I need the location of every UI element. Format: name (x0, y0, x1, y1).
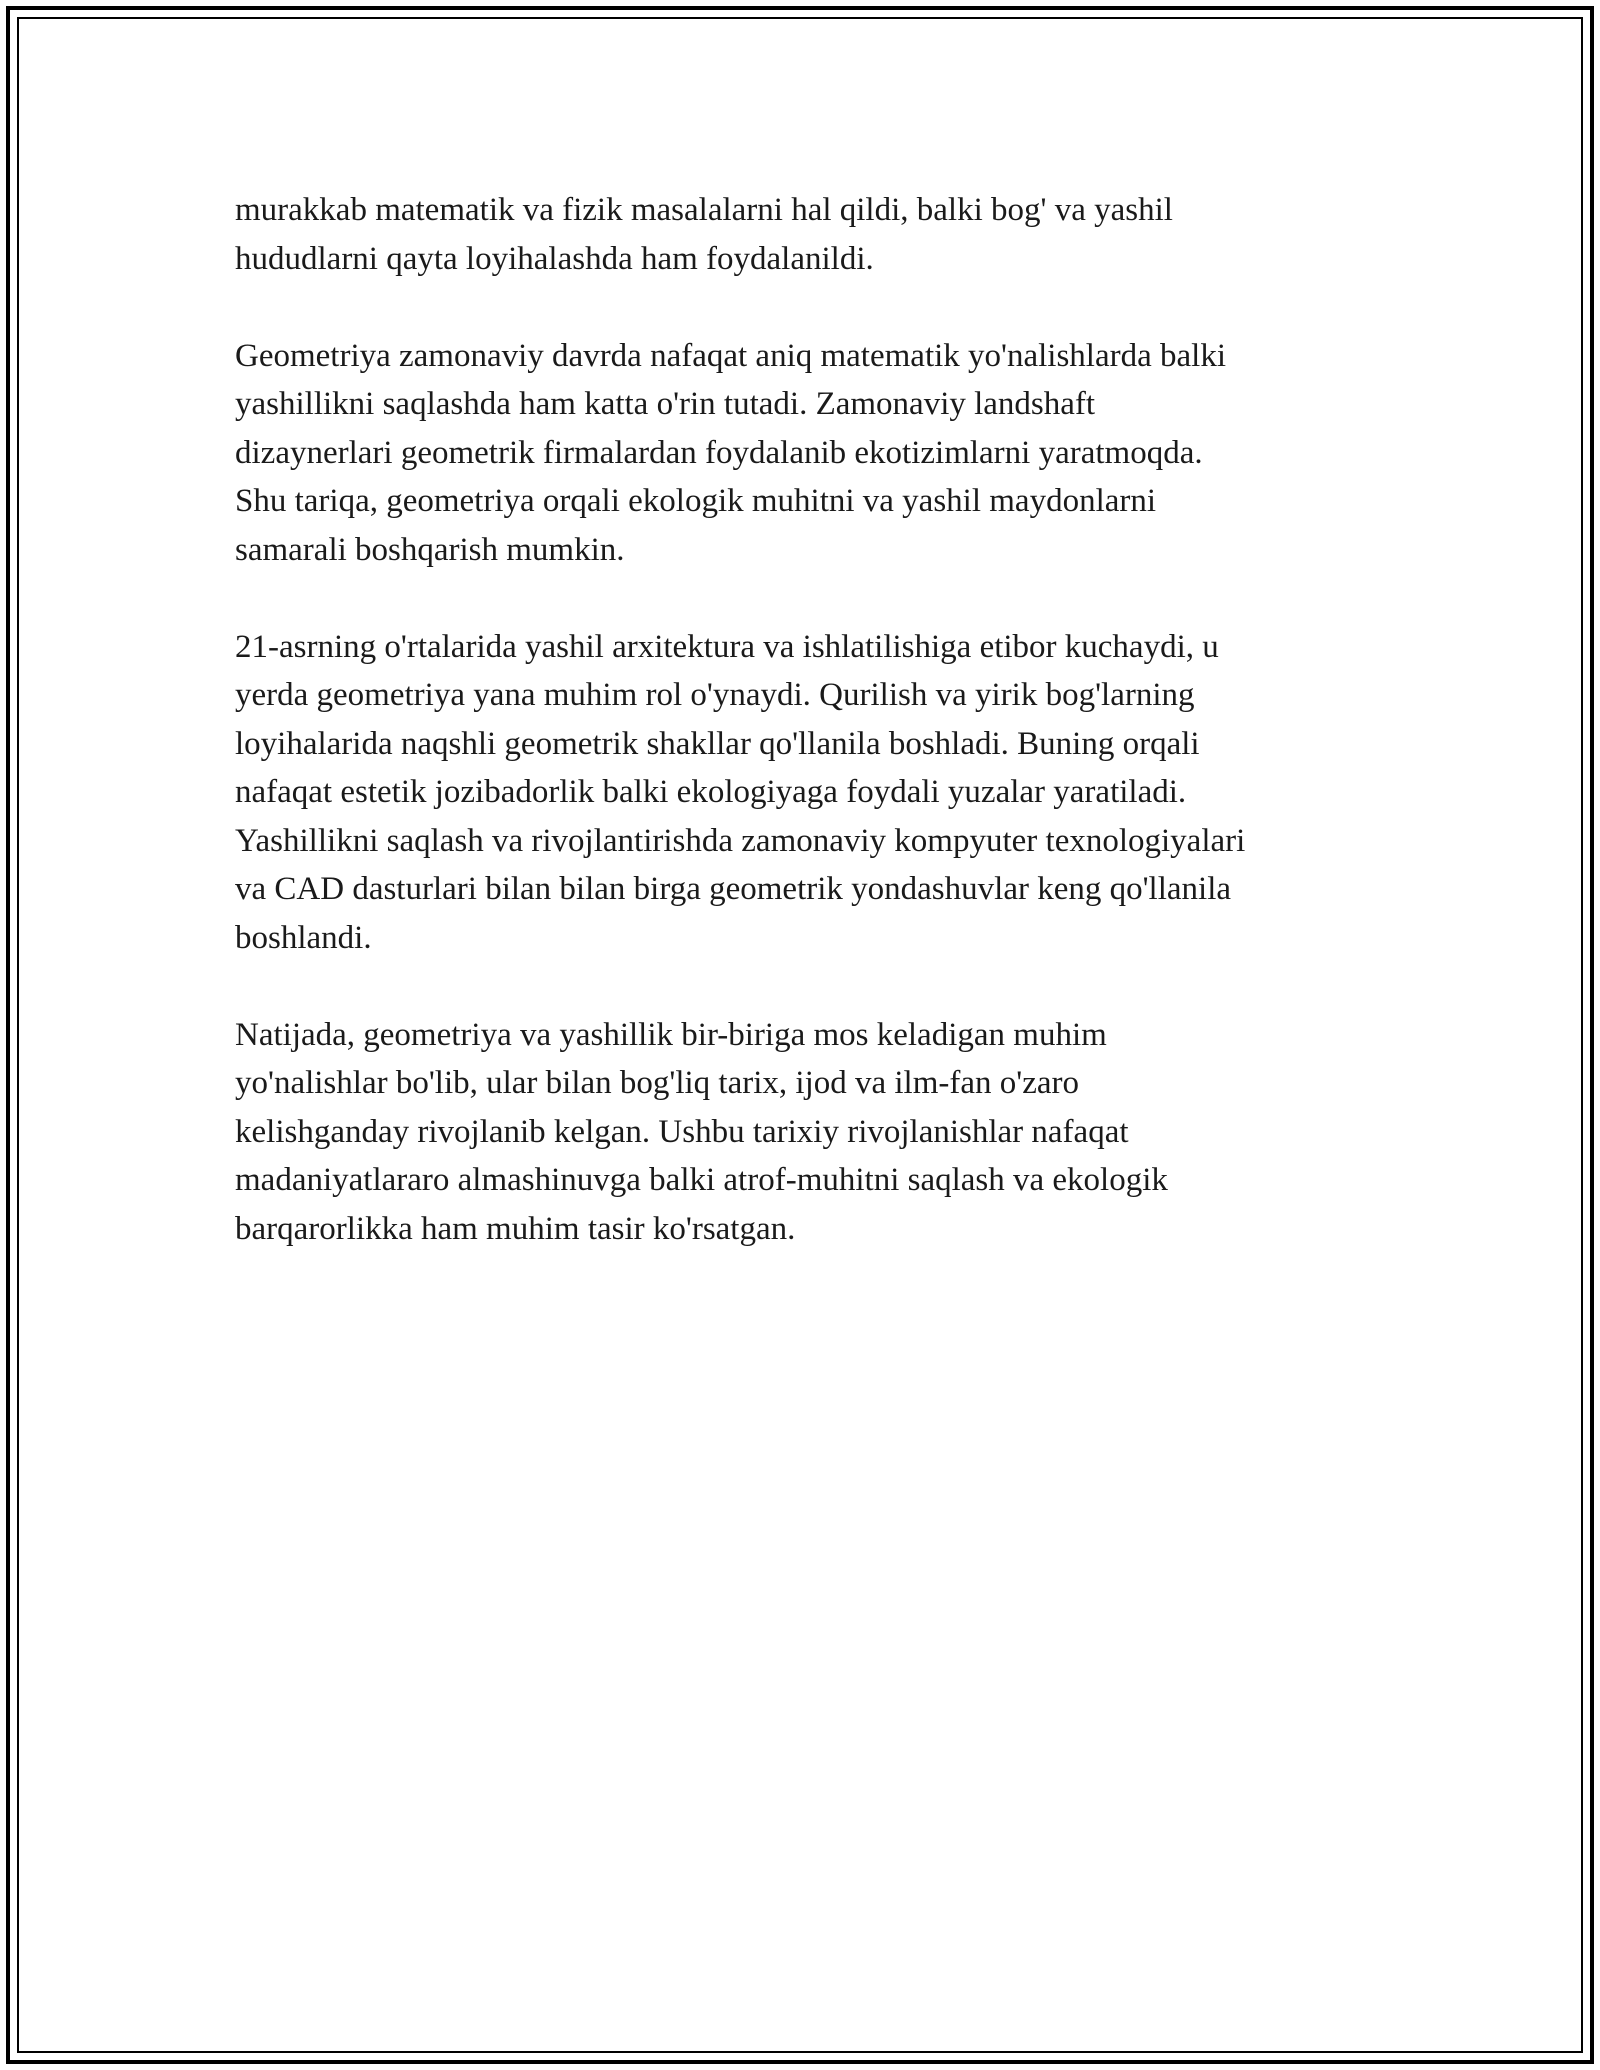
text-line: murakkab matematik va fizik masalalarni hal qildi, balki bog' va yashil (235, 192, 1173, 228)
text-line: nafaqat estetik jozibadorlik balki ekologiyaga foydali yuzalar yaratiladi. (235, 774, 1187, 810)
text-line: 21-asrning o'rtalarida yashil arxitektura va ishlatilishiga etibor kuchaydi, u (235, 628, 1219, 665)
paragraph-4 (235, 1011, 1375, 1254)
paragraph-2 (235, 332, 1375, 575)
text-line: Geometriya zamonaviy davrda nafaqat aniq matematik yo'nalishlarda balki (235, 337, 1226, 374)
text-line: va CAD dasturlari bilan bilan birga geometrik yondashuvlar keng qo'llanila (235, 871, 1232, 907)
text-line: madaniyatlararo almashinuvga balki atrof-muhitni saqlash va ekologik (235, 1162, 1168, 1198)
text-line: kelishganday rivojlanib kelgan. Ushbu tarixiy rivojlanishlar nafaqat (235, 1113, 1129, 1150)
text-line: Yashillikni saqlash va rivojlantirishda zamonaviy kompyuter texnologiyalari (235, 822, 1246, 859)
text-line: samarali boshqarish mumkin. (235, 531, 625, 568)
text-line: yo'nalishlar bo'lib, ular bilan bog'liq tarix, ijod va ilm-fan o'zaro (235, 1065, 1079, 1101)
document-body (235, 186, 1375, 1302)
text-line: boshlandi. (235, 919, 372, 956)
text-line: Shu tariqa, geometriya orqali ekologik muhitni va yashil maydonlarni (235, 483, 1157, 519)
paragraph-3 (235, 623, 1375, 963)
text-line: yashillikni saqlashda ham katta o'rin tutadi. Zamonaviy landshaft (235, 386, 1096, 422)
text-line: yerda geometriya yana muhim rol o'ynaydi. Qurilish va yirik bog'larning (235, 677, 1195, 713)
text-line: loyihalarida naqshli geometrik shakllar qo'llanila boshladi. Buning orqali (235, 725, 1200, 762)
text-line: hududlarni qayta loyihalashda ham foydalanildi. (235, 240, 874, 277)
text-line: Natijada, geometriya va yashillik bir-biriga mos keladigan muhim (235, 1016, 1107, 1053)
paragraph-1 (235, 186, 1375, 283)
text-line: barqarorlikka ham muhim tasir ko'rsatgan. (235, 1210, 796, 1247)
text-line: dizaynerlari geometrik firmalardan foydalanib ekotizimlarni yaratmoqda. (235, 434, 1203, 471)
